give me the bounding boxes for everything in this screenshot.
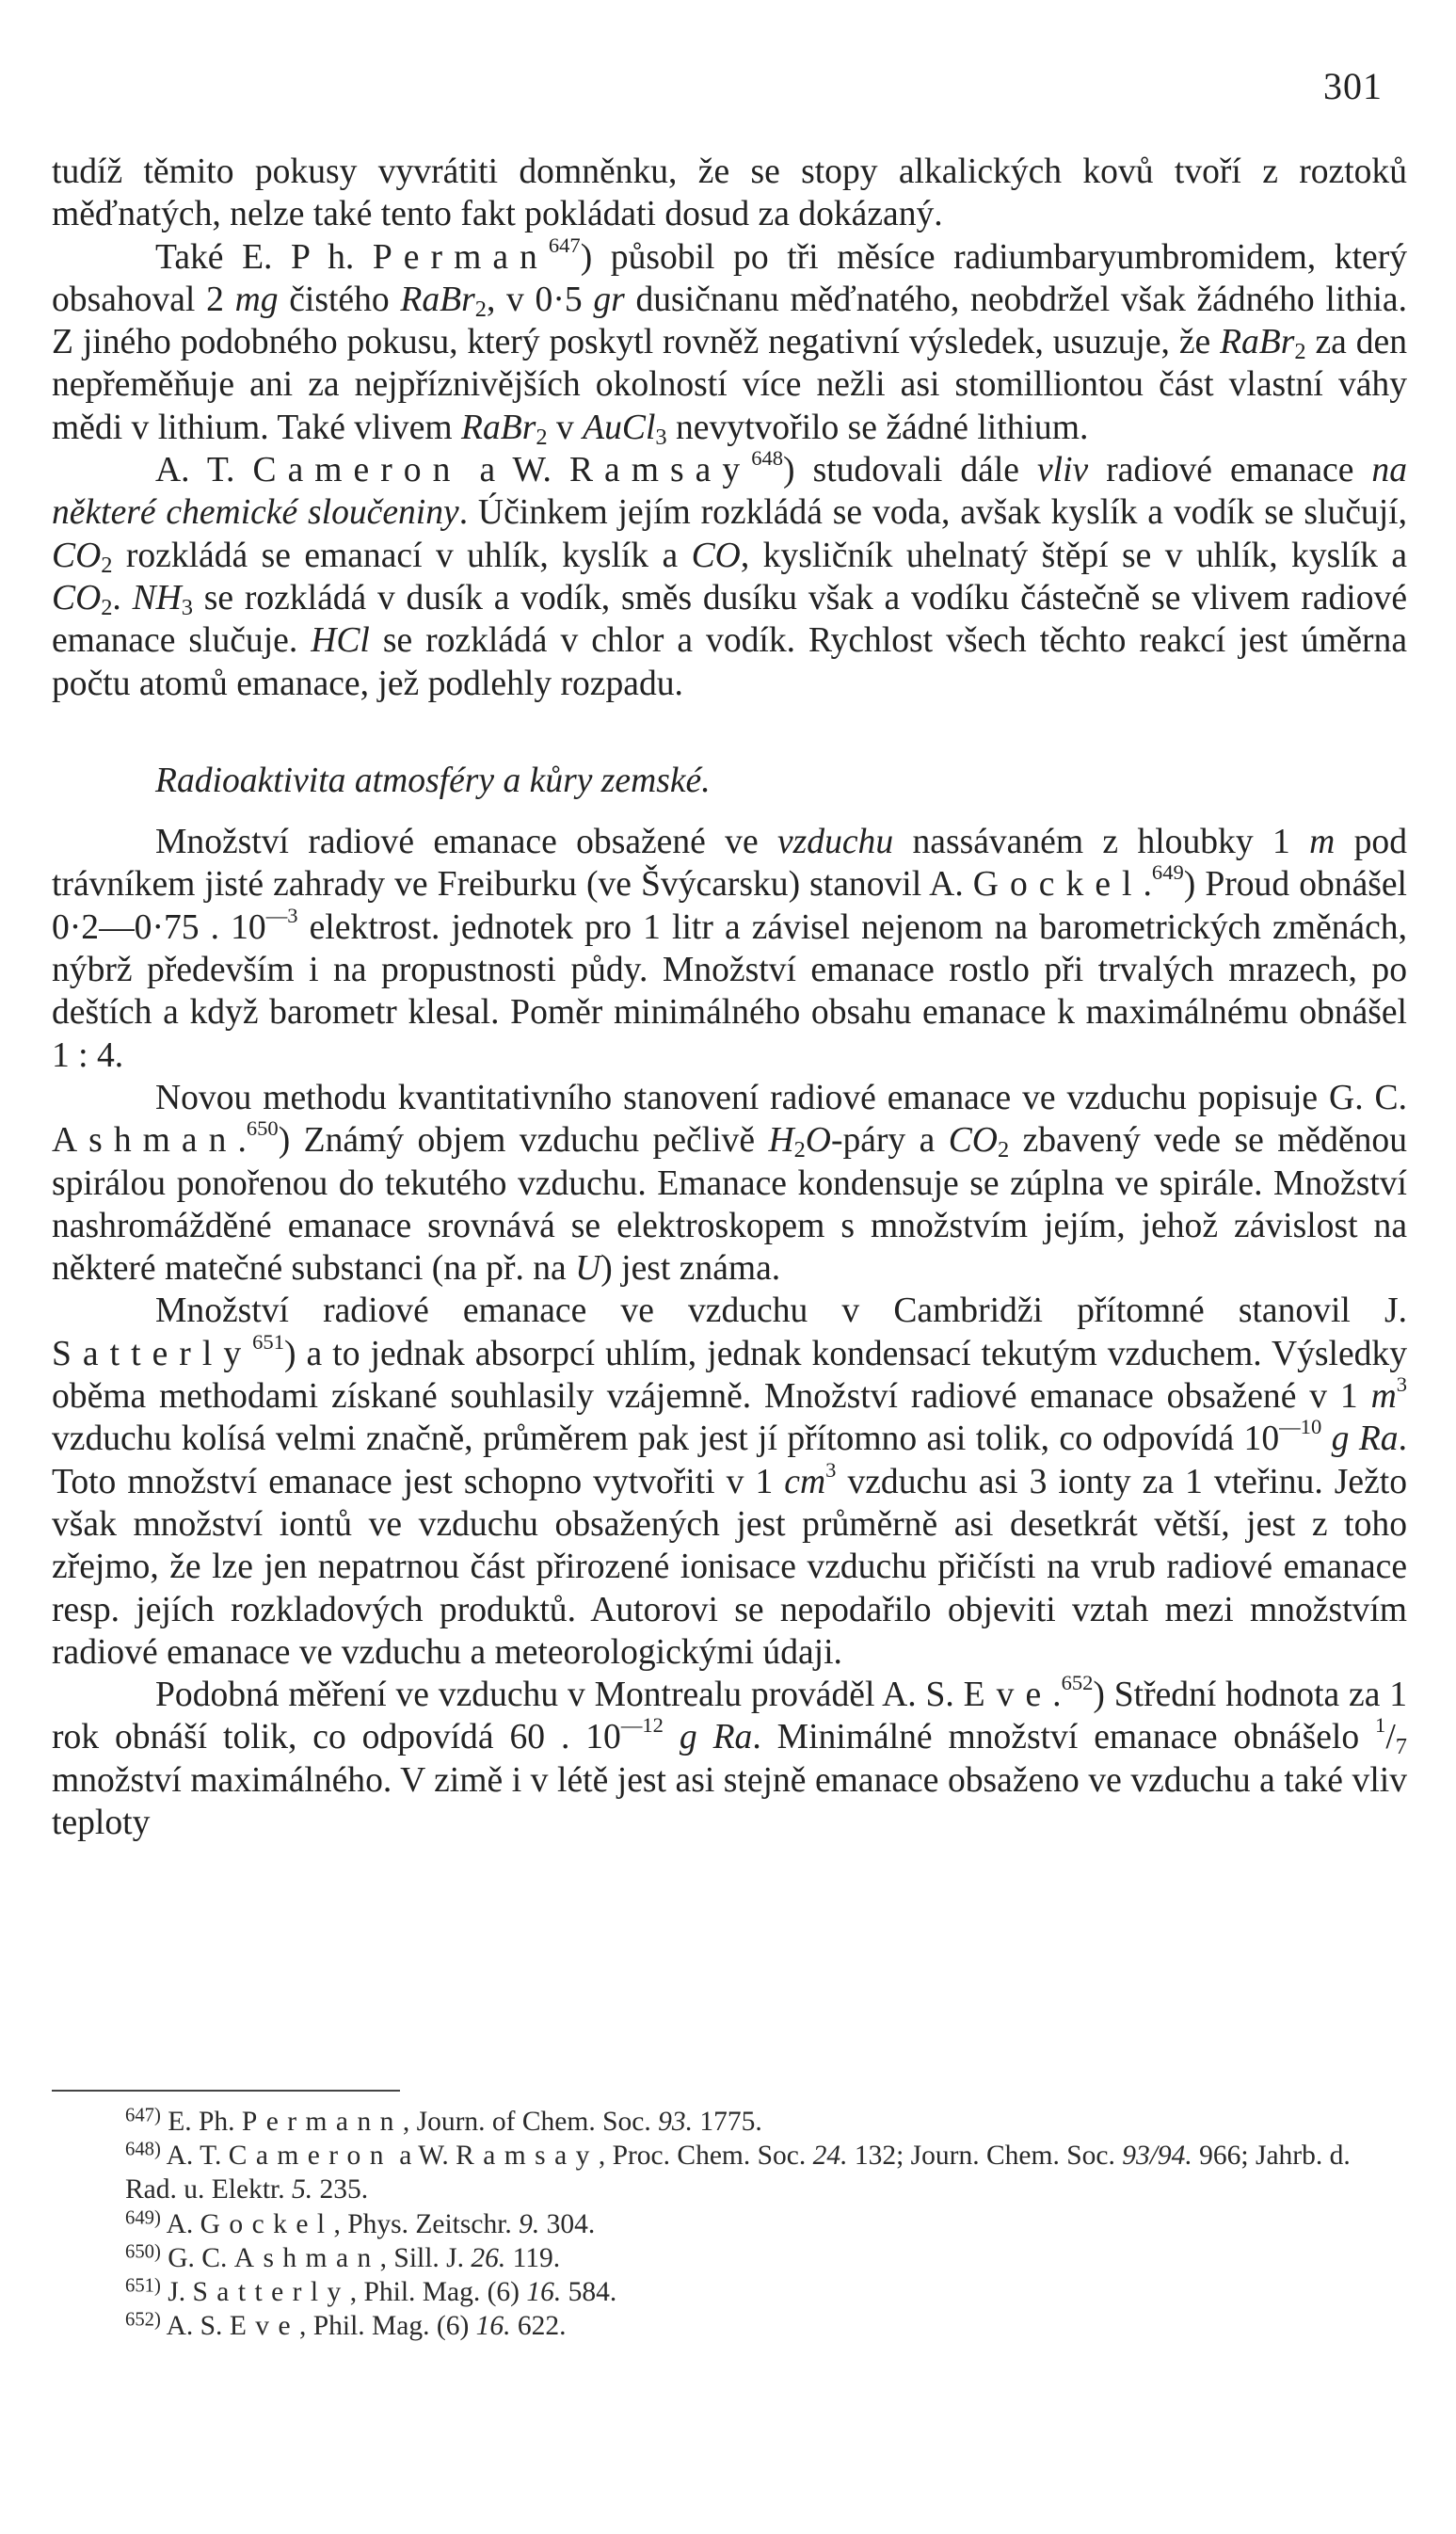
- paragraph-eve: Podobná měření ve vzduchu v Montrealu prováděl A. S. Eve.$^{652}$) Střední hodnota za 1 rok obnáší tolik, co odpovídá 60 . $10^{—12}$ g Ra. Minimálné množství emanace obnášelo $^1/_7$ množství maximálného. V zimě i v létě jest asi stejně emanace obsaženo ve vzduchu a také vliv teploty: [52, 1671, 1408, 1842]
- body-text: [52, 151, 1407, 1844]
- footnotes: [52, 2105, 1407, 2343]
- footnote-divider: [52, 2090, 400, 2092]
- paragraph-gockel: Množství radiové emanace obsažené ve vzduchu nassávaném z hloubky 1 m pod trávníkem jisté zahrady ve Freiburku (ve Švýcarsku) stanovil A. Gockel.$^{649}$) Proud obnášel 0·2—0·75 . $10^{—3}$ elektrost. jednotek pro 1 litr a závisel nejenom na barometrických změnách, nýbrž především i na propustnosti půdy. Množství emanace rostlo při trvalých mrazech, po deštích a když barometr klesal. Poměr minimálného obsahu emanace k maximálnému obnášel 1 : 4.: [52, 823, 1407, 1075]
- paragraph-continuation: tudíž těmito pokusy vyvrátiti domněnku, že se stopy alkalických kovů tvoří z roztoků měďnatých, nelze také tento fakt pokládati dosud za dokázaný.: [52, 152, 1407, 234]
- section-heading: Radioaktivita atmosféry a kůry zemské.: [155, 761, 711, 800]
- paragraph-perman: Také E. P h. Perman$^{647}$) působil po tři měsíce radiumbaryumbromidem, který obsahoval 2 mg čistého RaBr$_2$, v 0·5 gr dusičnanu měďnatého, neobdržel však žádného lithia. Z jiného podobného pokusu, který poskytl rovněž negativní výsledek, usuzuje, že RaBr$_2$ za den nepřeměňuje ani za nejpříznivějších okolností více nežli asi stomilliontou část vlastní váhy mědi v lithium. Také vlivem RaBr$_2$ v AuCl$_3$ nevytvořilo se žádné lithium.: [52, 233, 1407, 450]
- paragraph-cameron-ramsay: A. T. Cameron a W. Ramsay$^{648}$) studovali dále vliv radiové emanace na některé chemické sloučeniny. Účinkem jejím rozkládá se voda, avšak kyslík a vodík se slučují, $CO_2$ rozkládá se emanací v uhlík, kyslík a CO, kysličník uhelnatý štěpí se v uhlík, kyslík a $CO_2$. $NH_3$ se rozkládá v dusík a vodík, směs dusíku však a vodíku částečně se vlivem radiové emanace slučuje. HCl se rozkládá v chlor a vodík. Rychlost všech těchto reakcí jest úměrna počtu atomů emanace, jež podlehly rozpadu.: [52, 446, 1408, 703]
- footnote-647: $^{647)}$ E. Ph. Permann, Journ. of Chem. Soc. 93. 1775.: [125, 2105, 762, 2137]
- footnote-649: $^{649)}$ A. Gockel, Phys. Zeitschr. 9. 304.: [125, 2207, 596, 2239]
- page-number: 301: [1323, 65, 1383, 107]
- footnote-652: $^{652)}$ A. S. Eve, Phil. Mag. (6) 16. 622.: [125, 2309, 567, 2342]
- paragraph-satterly: Množství radiové emanace ve vzduchu v Cambridži přítomné stanovil J. Satterly$^{651}$) a to jednak absorpcí uhlím, jednak kondensací tekutým vzduchem. Výsledky oběma methodami získané souhlasily vzájemně. Množství radiové emanace obsažené v 1 $m^3$ vzduchu kolísá velmi značně, průměrem pak jest jí přítomno asi tolik, co odpovídá $10^{—10}$ g Ra. Toto množství emanace jest schopno vytvořiti v 1 $cm^3$ vzduchu asi 3 ionty za 1 vteřinu. Ježto však množství iontů ve vzduchu obsažených jest průměrně asi desetkrát větší, jest z toho zřejmo, že lze jen nepatrnou část přirozené ionisace vzduchu přičísti na vrub radiové emanace resp. jejích rozkladových produktů. Autorovi se nepodařilo objeviti vztah mezi množstvím radiové emanace ve vzduchu a meteorologickými údaji.: [52, 1291, 1407, 1672]
- paragraph-ashman: Novou methodu kvantitativního stanovení radiové emanace ve vzduchu popisuje G. C. Ashman.$^{650}$) Známý objem vzduchu pečlivě $H_2O$-páry a $CO_2$ zbavený vede se měděnou spirálou ponořenou do tekutého vzduchu. Emanace kondensuje se zúplna ve spirále. Množství nashromážděné emanace srovnává se elektroskopem s množstvím jejím, jehož závislost na některé matečné substanci (na př. na U) jest známa.: [52, 1078, 1407, 1289]
- footnote-648: $^{648)}$ A. T. Cameron a W. Ramsay, Proc. Chem. Soc. 24. 132; Journ. Chem. Soc. 93/94. 966; Jahrb. d. Rad. u. Elektr. 5. 235.: [125, 2139, 1351, 2205]
- footnote-650: $^{650)}$ G. C. Ashman, Sill. J. 26. 119.: [125, 2241, 561, 2273]
- footnote-651: $^{651)}$ J. Satterly, Phil. Mag. (6) 16. 584.: [125, 2275, 617, 2308]
